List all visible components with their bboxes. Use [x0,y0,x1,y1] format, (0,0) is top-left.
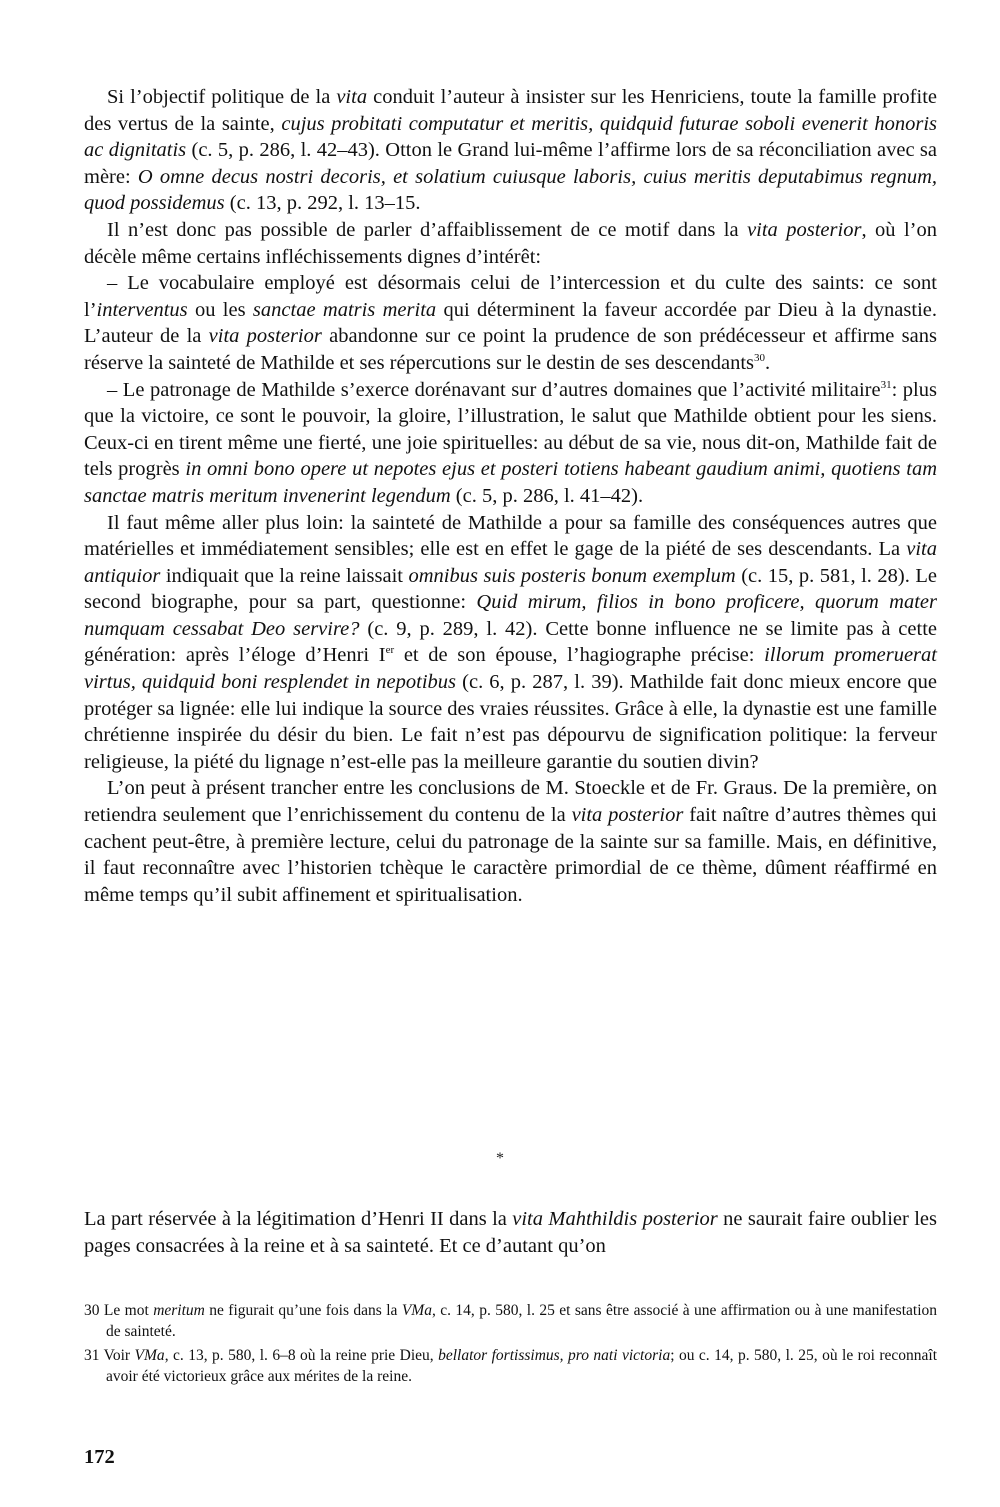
text-run: (c. 5, p. 286, l. 42–43). Otton le Grand lui-même l’affirme lors de sa réconciliation avec sa mère: [84,139,937,188]
text-run: ; ou c. 14, p. 580, l. 25, où le roi reconnaît avoir été victorieux grâce aux mérites de la reine. [106,1347,938,1385]
italic-text: bellator fortissimus, pro nati victoria [438,1347,671,1364]
italic-text: vita posterior [208,325,322,348]
italic-text: in omni bono opere ut nepotes ejus et posteri totiens habeant gaudium animi, quotiens tam sanctae matris meritum invenerint legendum [84,458,937,507]
text-run: 31 Voir [84,1347,135,1364]
text-run: ne saurait faire oublier les pages consacrées à la reine et à sa sainteté. Et ce d’autant qu’on [84,1208,937,1257]
text-run: L’on peut à présent trancher entre les conclusions de M. Stoeckle et de Fr. Graus. De la première, on retiendra seulement que l’enrichissement du contenu de la [84,777,937,827]
italic-text: omnibus suis posteris bonum exemplum [408,564,736,587]
paragraph [84,510,937,776]
text-run: ou les [187,298,253,321]
text-run: – Le vocabulaire employé est désormais celui de l’intercession et du culte des saints: ce sont l’ [84,272,937,321]
page-number: 172 [84,1446,115,1468]
text-run: conduit l’auteur à insister sur les Henriciens, toute la famille profite des vertus de la sainte, [84,86,937,135]
footnote-reference[interactable]: er [385,644,395,657]
text-run: fait naître d’autres thèmes qui cachent peut-être, à première lecture, celui du patronage de la sainte sur sa famille. Mais, en définitive, il faut reconnaître avec l’historien tchèque le caractère primordial de ce thème, dûment réaffirmé en même temps qu’il subit affinement et spiritualisation. [84,804,937,906]
footnotes [84,1300,937,1390]
text-run: . [765,351,771,374]
paragraph [84,270,937,376]
main-text [84,84,937,908]
text-run: : plus que la victoire, ce sont le pouvoir, la gloire, l’illustration, le salut que Mathilde obtient pour les siens. Ceux-ci en tirent même une fierté, une joie spirituelles: au début de sa vie, nous dit-on, Mathilde fait de tels progrès [84,378,937,481]
italic-text: O omne decus nostri decoris, et solatium cuiusque laboris, cuius meritis deputabimus regnum, quod possidemus [84,165,937,215]
paragraph [84,84,937,217]
text-run: Si l’objectif politique de la [107,86,337,108]
text-run: , où l’on décèle même certains infléchissements dignes d’intérêt: [84,218,937,268]
text-run: indiquait que la reine laissait [160,564,409,587]
italic-text: meritum [153,1302,205,1319]
italic-text: cujus probitati computatur et meritis, quidquid futurae soboli evenerit honoris ac dignitatis [84,112,937,162]
text-run: La part réservée à la légitimation d’Henri II dans la [84,1208,513,1230]
text-run: , c. 14, p. 580, l. 25 et sans être associé à une affirmation ou à une manifestation de sainteté. [106,1302,938,1340]
footnote-reference[interactable]: 30 [754,351,766,364]
footnote-reference[interactable]: 31 [880,378,892,391]
paragraph [84,1206,937,1259]
section-divider: * [496,1150,504,1167]
text-run: abandonne sur ce point la prudence de son prédécesseur et affirme sans réserve la sainteté de Mathilde et ses répercutions sur le destin de ses descendants [84,325,937,374]
section-two-text [84,1206,937,1259]
text-run: 30 Le mot [84,1302,154,1319]
text-run: – Le patronage de Mathilde s’exerce dorénavant sur d’autres domaines que l’activité militaire [107,378,881,401]
text-run: ne figurait qu’une fois dans la [204,1302,402,1319]
italic-text: vita antiquior [84,538,937,587]
italic-text: sanctae matris merita [252,298,437,321]
footnote [84,1300,937,1342]
italic-text: illorum promeruerat virtus, quidquid boni resplendet in nepotibus [84,644,937,694]
text-run: Il faut même aller plus loin: la sainteté de Mathilde a pour sa famille des conséquences autres que matérielles et immédiatement sensibles; elle est en effet le gage de la piété de ses descendants. La [84,511,937,561]
text-run: (c. 6, p. 287, l. 39). Mathilde fait donc mieux encore que protéger sa lignée: elle lui indique la source des vraies réussites. Grâce à elle, la dynastie est une famille chrétienne inspirée du désir du bien. Le fait n’est pas dépourvu de signification politique: la ferveur religieuse, la piété du lignage n’est-elle pas la meilleure garantie du soutien divin? [84,671,937,773]
italic-text: vita Mahthildis posterior [512,1208,718,1230]
italic-text: vita [336,86,368,108]
italic-text: interventus [96,298,188,321]
text-run: (c. 15, p. 581, l. 28). Le second biographe, pour sa part, questionne: [84,564,937,614]
text-run: (c. 5, p. 286, l. 41–42). [450,484,644,507]
italic-text: vita posterior [747,218,862,241]
paragraph [84,377,937,510]
italic-text: Quid mirum, filios in bono proficere, quorum mater numquam cessabat Deo servire? [84,591,937,640]
footnote [84,1345,937,1387]
text-run: , c. 13, p. 580, l. 6–8 où la reine prie Dieu, [164,1347,439,1364]
paragraph [84,217,937,270]
text-run: (c. 13, p. 292, l. 13–15. [224,192,421,215]
text-run: qui déterminent la faveur accordée par Dieu à la dynastie. L’auteur de la [84,298,937,348]
italic-text: VMa [134,1347,165,1364]
italic-text: VMa [401,1302,432,1319]
paragraph [84,775,937,908]
text-run: et de son épouse, l’hagiographe précise: [394,644,765,667]
italic-text: vita posterior [571,804,684,827]
text-run: (c. 9, p. 289, l. 42). Cette bonne influence ne se limite pas à cette génération: après l’éloge d’Henri I [84,617,937,667]
text-run: Il n’est donc pas possible de parler d’affaiblissement de ce motif dans la [107,218,748,241]
